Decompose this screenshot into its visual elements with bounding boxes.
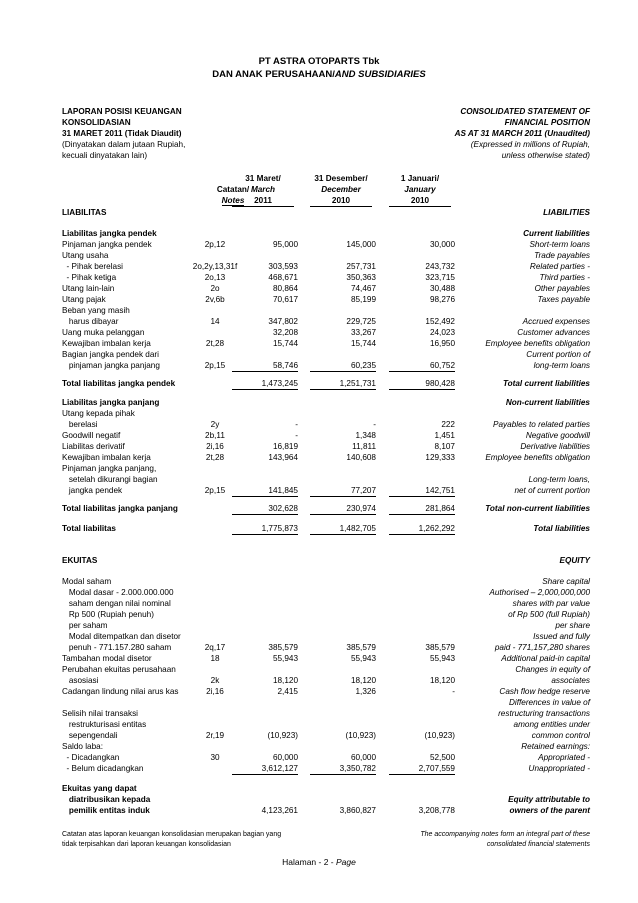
row-label-id: Total liabilitas jangka pendek — [62, 379, 176, 388]
row-value-v2: 77,207 — [350, 486, 376, 495]
row-note-ref: 2t,28 — [205, 339, 225, 348]
row-label-id: Utang lain-lain — [62, 284, 115, 293]
row-value-v3: 30,000 — [429, 240, 455, 249]
row-label-id: Kewajiban imbalan kerja — [62, 339, 151, 348]
sum-underline — [389, 774, 455, 775]
row-label-id: Selisih nilai transaksi — [62, 709, 138, 718]
row-value-v3: 142,751 — [425, 486, 455, 495]
row-label-en: associates — [551, 676, 590, 685]
row-value-v1: 347,802 — [268, 317, 298, 326]
row-value-v3: 2,707,559 — [418, 764, 455, 773]
row-value-v3: 323,715 — [425, 273, 455, 282]
row-label-id: Liabilitas jangka panjang — [62, 398, 160, 407]
row-value-v2: 11,811 — [352, 442, 376, 451]
row-value-v3: 129,333 — [425, 453, 455, 462]
row-value-v1: 15,744 — [272, 339, 298, 348]
row-label-id: berelasi — [62, 420, 98, 429]
row-label-en: owners of the parent — [509, 806, 590, 815]
col3-header-year: 2010 — [385, 195, 455, 207]
row-label-id: - Pihak berelasi — [62, 262, 123, 271]
sum-underline — [232, 496, 298, 497]
row-label-id: pemilik entitas induk — [62, 806, 150, 815]
row-value-v3: 8,107 — [434, 442, 455, 451]
row-label-id: Pinjaman jangka panjang, — [62, 464, 157, 473]
row-value-v2: 74,467 — [350, 284, 376, 293]
title-right-line: unless otherwise stated) — [501, 151, 590, 160]
title-right-line: (Expressed in millions of Rupiah, — [470, 140, 590, 149]
sum-underline — [310, 389, 376, 390]
sum-underline — [232, 774, 298, 775]
sum-underline — [389, 389, 455, 390]
row-note-ref: 2q,17 — [204, 643, 226, 652]
row-label-id: - Dicadangkan — [62, 753, 120, 762]
row-value-v2: 60,000 — [350, 753, 376, 762]
row-label-en: Issued and fully — [533, 632, 590, 641]
row-value-v3: 3,208,778 — [418, 806, 455, 815]
row-value-v3: 18,120 — [429, 676, 455, 685]
row-value-v2: 3,350,782 — [339, 764, 376, 773]
sum-underline — [232, 534, 298, 535]
col1-header-year: 2011 — [228, 195, 298, 207]
row-label-id: - Pihak ketiga — [62, 273, 117, 282]
row-value-v2: 140,608 — [346, 453, 376, 462]
row-value-v1: - — [295, 431, 298, 440]
col2-header-year: 2010 — [306, 195, 376, 207]
row-label-id: jangka pendek — [62, 486, 123, 495]
row-value-v1: 58,746 — [272, 361, 298, 370]
row-label-en: Derivative liabilities — [520, 442, 590, 451]
subsidiaries-en: AND SUBSIDIARIES — [334, 69, 426, 80]
row-label-id: harus dibayar — [62, 317, 119, 326]
col3-header-id: 1 Januari/ — [400, 174, 440, 183]
company-name: PT ASTRA OTOPARTS Tbk — [258, 56, 380, 67]
row-label-en: Changes in equity of — [515, 665, 590, 674]
row-label-en: Unappropriated - — [528, 764, 590, 773]
row-value-v2: 60,235 — [350, 361, 376, 370]
sum-underline — [310, 496, 376, 497]
row-label-en: Negative goodwill — [525, 431, 590, 440]
row-value-v2: 145,000 — [346, 240, 376, 249]
row-value-v3: 281,864 — [425, 504, 455, 513]
row-value-v1: 16,819 — [272, 442, 298, 451]
row-label-en: Retained earnings: — [521, 742, 590, 751]
row-note-ref: 2o,13 — [204, 273, 226, 282]
row-label-en: Payables to related parties — [493, 420, 590, 429]
sum-underline — [310, 371, 376, 372]
row-value-v1: 302,628 — [268, 504, 298, 513]
row-label-id: Liabilitas jangka pendek — [62, 229, 157, 238]
title-left-line: kecuali dinyatakan lain) — [62, 151, 148, 160]
row-label-id: Bagian jangka pendek dari — [62, 350, 159, 359]
page-number: Halaman - 2 - Page — [282, 857, 356, 867]
row-label-en: Related parties - — [529, 262, 590, 271]
row-value-v3: 98,276 — [429, 295, 455, 304]
row-label-id: Utang pajak — [62, 295, 106, 304]
row-value-v1: 468,671 — [268, 273, 298, 282]
notes-header-en: Notes — [221, 196, 245, 205]
row-value-v1: 70,617 — [272, 295, 298, 304]
row-value-v2: 1,348 — [355, 431, 376, 440]
row-value-v3: 24,023 — [429, 328, 455, 337]
sum-underline — [389, 514, 455, 515]
row-label-id: EKUITAS — [62, 556, 98, 565]
row-label-en: common control — [531, 731, 590, 740]
row-label-en: Total current liabilities — [502, 379, 590, 388]
row-note-ref: 30 — [210, 753, 220, 762]
row-value-v2: 257,731 — [346, 262, 376, 271]
row-value-v3: 1,451 — [434, 431, 455, 440]
row-note-ref: 2k — [210, 676, 220, 685]
row-label-en: Appropriated - — [538, 753, 590, 762]
col2-header-en: December — [321, 185, 361, 194]
row-label-en: shares with par value — [512, 599, 590, 608]
row-label-en: Total liabilities — [533, 524, 590, 533]
row-label-en: Equity attributable to — [508, 795, 590, 804]
row-value-v3: 243,732 — [425, 262, 455, 271]
row-value-v2: 230,974 — [346, 504, 376, 513]
row-value-v1: 385,579 — [268, 643, 298, 652]
row-label-en: Share capital — [542, 577, 590, 586]
notes-header-id: Catatan/ — [216, 185, 250, 194]
row-label-id: Total liabilitas jangka panjang — [62, 504, 178, 513]
row-note-ref: 2i,16 — [206, 442, 224, 451]
row-label-id: Utang usaha — [62, 251, 109, 260]
col1-header-id: 31 Maret/ — [245, 174, 281, 183]
row-value-v1: (10,923) — [267, 731, 298, 740]
row-label-id: penuh - 771.157.280 saham — [62, 643, 172, 652]
row-label-id: Utang kepada pihak — [62, 409, 135, 418]
row-value-v1: 32,208 — [272, 328, 298, 337]
row-note-ref: 2r,19 — [205, 731, 225, 740]
row-note-ref: 2o — [210, 284, 220, 293]
subsidiaries-id: DAN ANAK PERUSAHAAN/ — [212, 69, 335, 80]
row-label-en: EQUITY — [559, 556, 590, 565]
row-label-en: Employee benefits obligation — [485, 339, 590, 348]
row-value-v3: 152,492 — [425, 317, 455, 326]
row-value-v2: 385,579 — [346, 643, 376, 652]
sum-underline — [389, 534, 455, 535]
row-note-ref: 2i,16 — [206, 687, 224, 696]
row-value-v1: 141,845 — [268, 486, 298, 495]
row-label-id: Ekuitas yang dapat — [62, 784, 137, 793]
row-label-id: per saham — [62, 621, 108, 630]
row-label-id: Modal ditempatkan dan disetor — [62, 632, 181, 641]
row-value-v2: 3,860,827 — [339, 806, 376, 815]
row-label-id: Modal dasar - 2.000.000.000 — [62, 588, 174, 597]
row-label-en: Differences in value of — [508, 698, 590, 707]
title-right-line: CONSOLIDATED STATEMENT OF — [460, 107, 590, 116]
sum-underline — [389, 371, 455, 372]
row-note-ref: 14 — [210, 317, 220, 326]
row-value-v1: 95,000 — [272, 240, 298, 249]
row-value-v1: 1,473,245 — [261, 379, 298, 388]
row-label-en: net of current portion — [514, 486, 590, 495]
row-value-v3: - — [452, 687, 455, 696]
sum-underline — [310, 534, 376, 535]
sum-underline — [389, 496, 455, 497]
row-label-en: Other payables — [534, 284, 590, 293]
row-label-id: Modal saham — [62, 577, 112, 586]
row-label-id: Rp 500 (Rupiah penuh) — [62, 610, 154, 619]
row-label-id: Goodwill negatif — [62, 431, 121, 440]
row-label-en: of Rp 500 (full Rupiah) — [508, 610, 590, 619]
row-value-v3: 980,428 — [425, 379, 455, 388]
footer-note-id: Catatan atas laporan keuangan konsolidasian merupakan bagian yang tidak terpisahkan dari laporan keuangan konsolidasian — [62, 831, 282, 848]
row-value-v2: 229,725 — [346, 317, 376, 326]
row-label-id: Uang muka pelanggan — [62, 328, 145, 337]
row-value-v1: 18,120 — [272, 676, 298, 685]
row-note-ref: 2p,15 — [204, 361, 226, 370]
row-value-v1: 303,593 — [268, 262, 298, 271]
row-label-id: Pinjaman jangka pendek — [62, 240, 152, 249]
row-label-en: restructuring transactions — [498, 709, 590, 718]
row-note-ref: 2p,12 — [204, 240, 226, 249]
title-left-line: LAPORAN POSISI KEUANGAN — [62, 107, 182, 116]
row-label-en: Third parties - — [539, 273, 590, 282]
row-value-v1: 4,123,261 — [261, 806, 298, 815]
row-label-id: Perubahan ekuitas perusahaan — [62, 665, 176, 674]
title-left-line: KONSOLIDASIAN — [62, 118, 131, 127]
col1-header-en: March — [250, 185, 276, 194]
row-label-id: diatribusikan kepada — [62, 795, 151, 804]
col3-header-en: January — [404, 185, 436, 194]
row-value-v3: 60,752 — [429, 361, 455, 370]
row-value-v3: 52,500 — [429, 753, 455, 762]
row-value-v3: (10,923) — [424, 731, 455, 740]
row-label-en: Non-current liabilities — [505, 398, 590, 407]
sum-underline — [310, 514, 376, 515]
row-value-v2: - — [373, 420, 376, 429]
row-value-v2: 350,363 — [346, 273, 376, 282]
row-note-ref: 2o,2y,13,31f — [192, 262, 238, 271]
sum-underline — [310, 774, 376, 775]
row-note-ref: 2t,28 — [205, 453, 225, 462]
row-value-v1: 55,943 — [272, 654, 298, 663]
row-label-en: paid - 771,157,280 shares — [494, 643, 590, 652]
row-label-en: LIABILITIES — [543, 208, 590, 217]
title-right-line: AS AT 31 MARCH 2011 (Unaudited) — [454, 129, 590, 138]
row-value-v3: 385,579 — [425, 643, 455, 652]
row-note-ref: 2y — [210, 420, 220, 429]
row-label-en: among entities under — [513, 720, 590, 729]
row-label-en: Long-term loans, — [528, 475, 590, 484]
row-note-ref: 18 — [210, 654, 220, 663]
subsidiaries-title — [0, 69, 638, 80]
row-label-en: Short-term loans — [529, 240, 590, 249]
row-note-ref: 2p,15 — [204, 486, 226, 495]
row-label-id: asosiasi — [62, 676, 99, 685]
row-label-id: pinjaman jangka panjang — [62, 361, 160, 370]
row-label-en: Cash flow hedge reserve — [499, 687, 590, 696]
row-value-v2: 85,199 — [350, 295, 376, 304]
row-label-en: Current portion of — [526, 350, 590, 359]
row-value-v1: - — [295, 420, 298, 429]
row-label-en: Accrued expenses — [522, 317, 590, 326]
row-label-en: per share — [555, 621, 590, 630]
row-value-v3: 16,950 — [429, 339, 455, 348]
title-left-line: 31 MARET 2011 (Tidak Diaudit) — [62, 129, 182, 138]
row-value-v3: 55,943 — [429, 654, 455, 663]
row-value-v1: 2,415 — [277, 687, 298, 696]
title-right-line: FINANCIAL POSITION — [504, 118, 590, 127]
row-label-en: long-term loans — [533, 361, 590, 370]
row-label-en: Customer advances — [517, 328, 590, 337]
row-value-v2: 33,267 — [350, 328, 376, 337]
row-value-v1: 1,775,873 — [261, 524, 298, 533]
row-label-id: Kewajiban imbalan kerja — [62, 453, 151, 462]
row-label-id: Total liabilitas — [62, 524, 116, 533]
row-note-ref: 2b,11 — [205, 431, 225, 440]
row-label-en: Authorised – 2,000,000,000 — [489, 588, 590, 597]
sum-underline — [232, 514, 298, 515]
row-label-en: Current liabilities — [523, 229, 590, 238]
row-value-v2: 15,744 — [350, 339, 376, 348]
row-value-v3: 222 — [441, 420, 455, 429]
row-label-id: - Belum dicadangkan — [62, 764, 144, 773]
footer-note-en: The accompanying notes form an integral part of these consolidated financial statements — [420, 831, 590, 848]
title-left-line: (Dinyatakan dalam jutaan Rupiah, — [62, 140, 186, 149]
row-value-v1: 3,612,127 — [261, 764, 298, 773]
row-label-en: Additional paid-in capital — [501, 654, 590, 663]
row-label-id: sepengendali — [62, 731, 118, 740]
row-label-id: setelah dikurangi bagian — [62, 475, 158, 484]
row-value-v2: (10,923) — [345, 731, 376, 740]
col2-header-id: 31 Desember/ — [314, 174, 368, 183]
sum-underline — [232, 371, 298, 372]
row-label-id: saham dengan nilai nominal — [62, 599, 171, 608]
row-label-id: LIABILITAS — [62, 208, 107, 217]
row-label-id: Cadangan lindung nilai arus kas — [62, 687, 179, 696]
row-label-id: Saldo laba: — [62, 742, 103, 751]
row-label-id: Liabilitas derivatif — [62, 442, 125, 451]
row-value-v3: 30,488 — [429, 284, 455, 293]
row-label-id: Tambahan modal disetor — [62, 654, 152, 663]
row-label-id: restrukturisasi entitas — [62, 720, 147, 729]
row-value-v1: 60,000 — [272, 753, 298, 762]
row-label-en: Taxes payable — [537, 295, 590, 304]
row-value-v2: 1,251,731 — [339, 379, 376, 388]
row-note-ref: 2v,6b — [205, 295, 225, 304]
row-value-v1: 143,964 — [268, 453, 298, 462]
row-value-v2: 18,120 — [350, 676, 376, 685]
sum-underline — [232, 389, 298, 390]
row-label-en: Total non-current liabilities — [485, 504, 590, 513]
row-value-v2: 1,326 — [355, 687, 376, 696]
row-label-en: Employee benefits obligation — [485, 453, 590, 462]
row-value-v2: 1,482,705 — [339, 524, 376, 533]
row-value-v2: 55,943 — [350, 654, 376, 663]
row-label-en: Trade payables — [534, 251, 590, 260]
row-value-v1: 80,864 — [272, 284, 298, 293]
row-value-v3: 1,262,292 — [418, 524, 455, 533]
row-label-id: Beban yang masih — [62, 306, 130, 315]
